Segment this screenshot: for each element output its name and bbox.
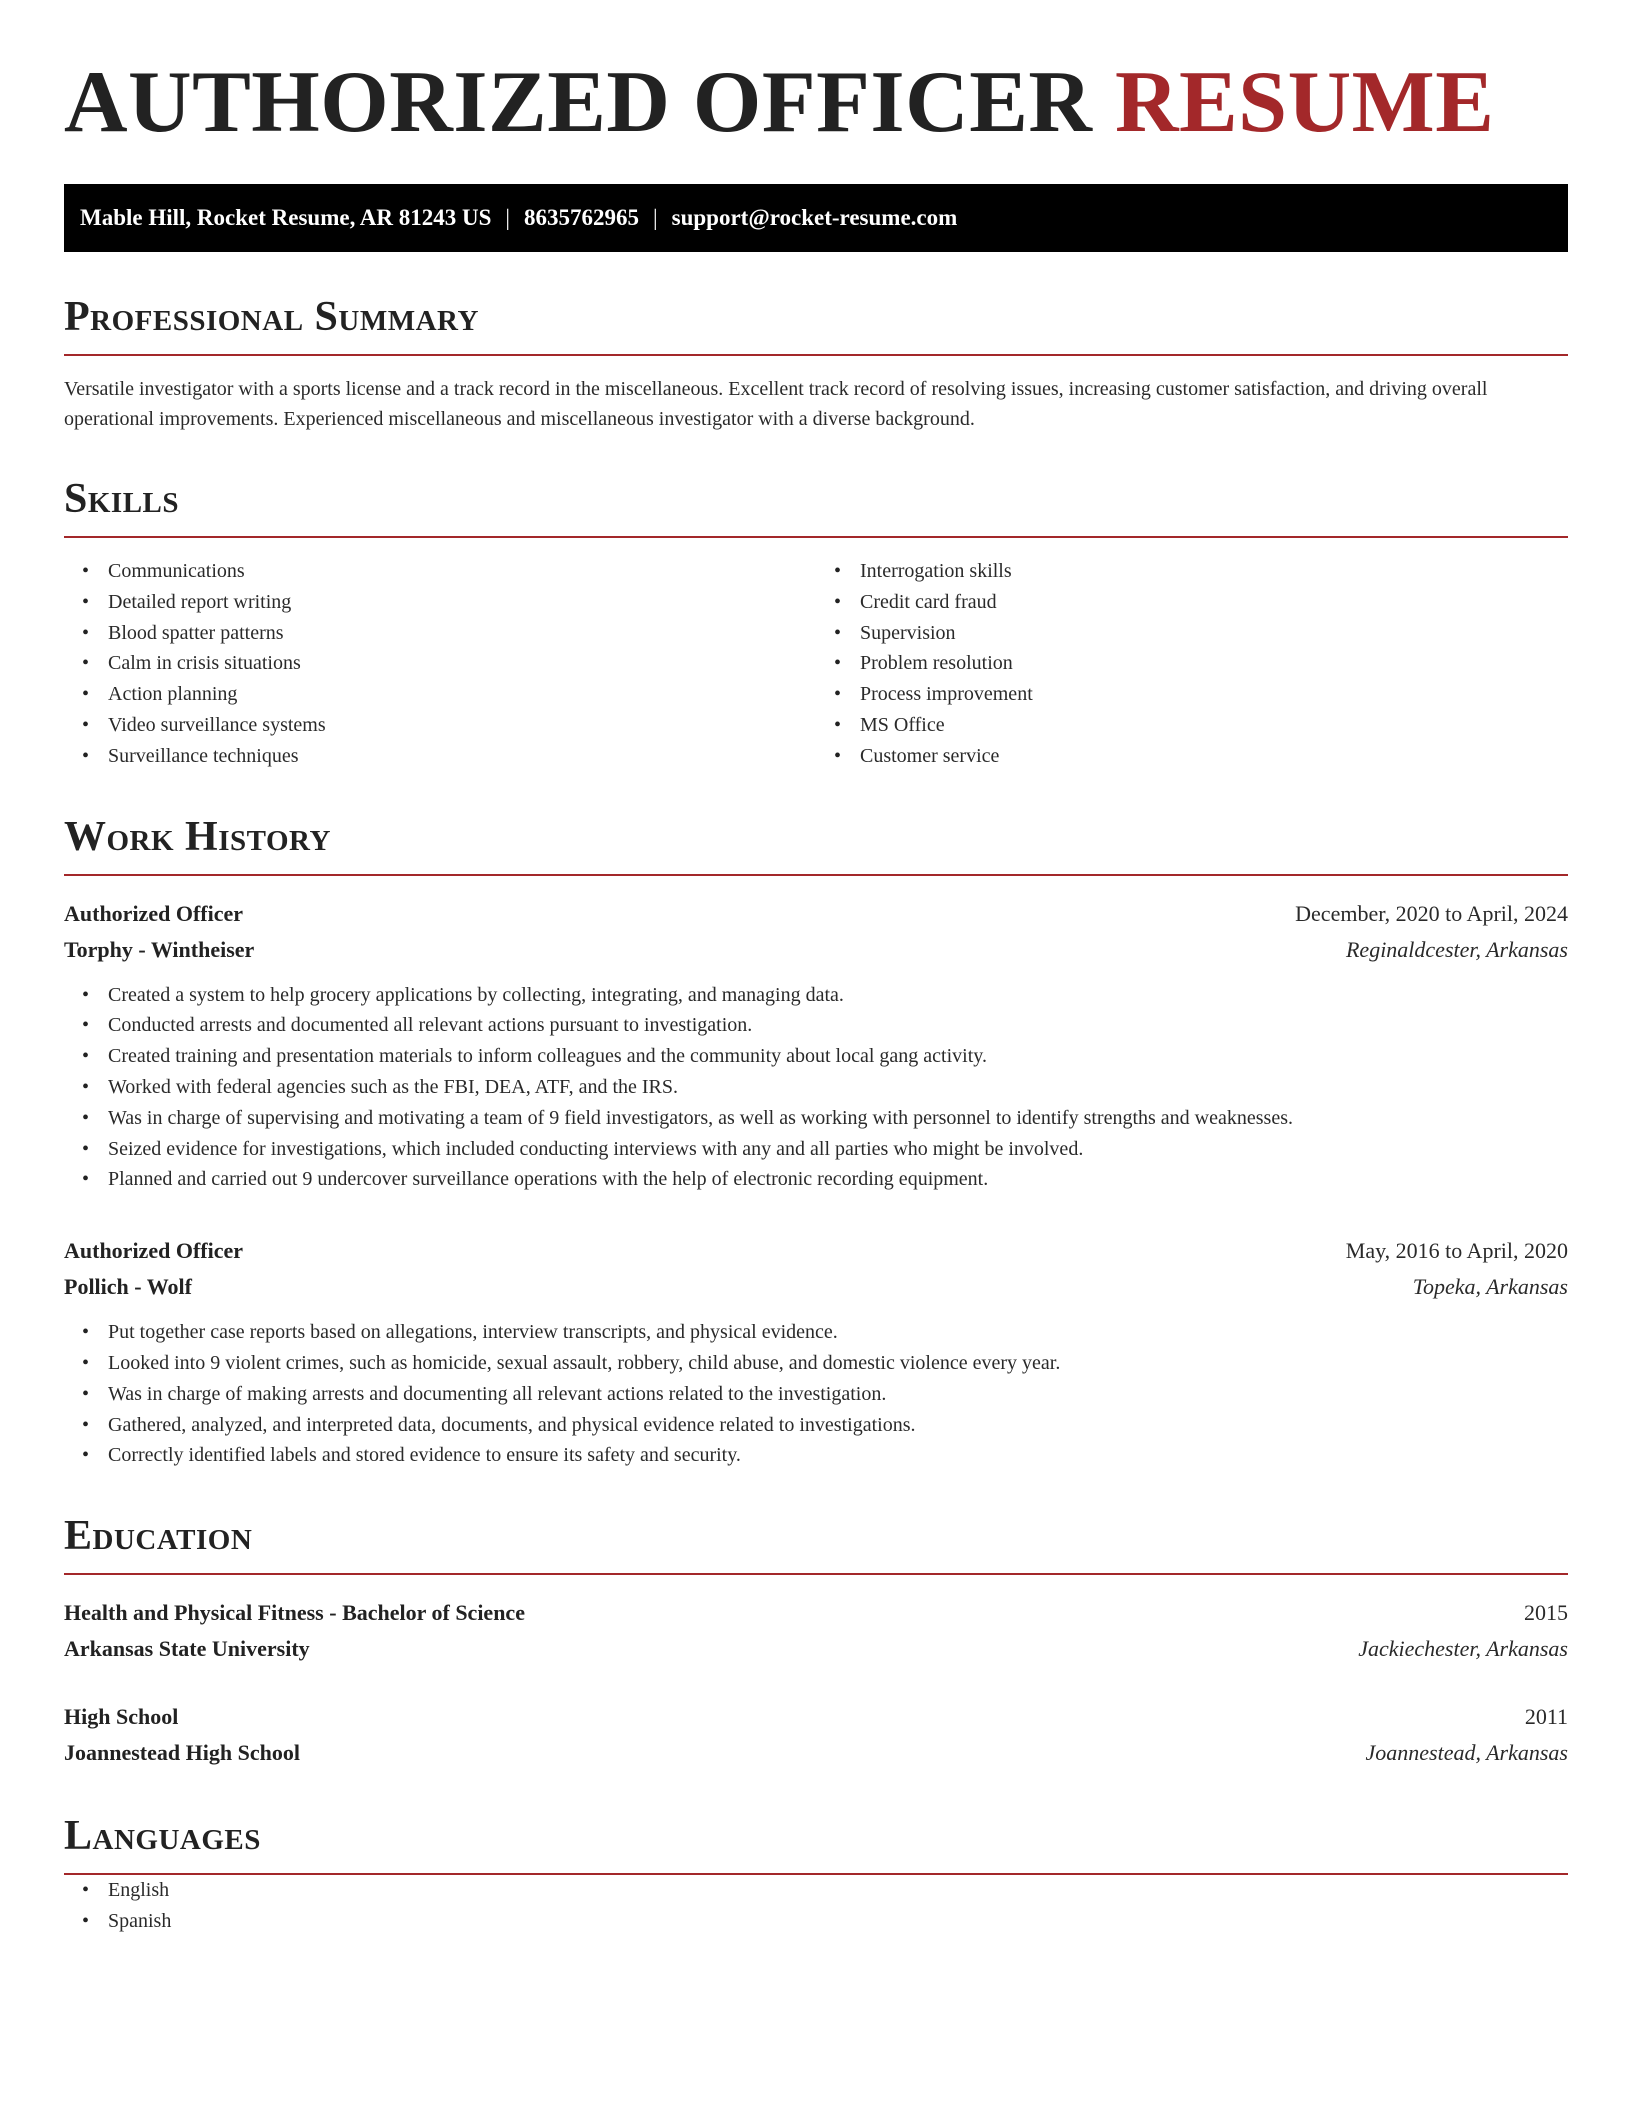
skill-item: • Process improvement: [860, 679, 1568, 710]
contact-address: Mable Hill, Rocket Resume, AR 81243 US: [80, 205, 492, 230]
job-duties: [64, 1317, 1568, 1471]
skill-item: • Credit card fraud: [860, 587, 1568, 618]
skill-item: • Video surveillance systems: [108, 710, 816, 741]
job-entry: [64, 1233, 1568, 1471]
skills-section: [64, 476, 1568, 772]
language-item: • English: [108, 1875, 1568, 1906]
summary-heading: Professional Summary: [64, 294, 1568, 356]
education-school: Joannestead High School: [64, 1740, 300, 1766]
education-degree: High School: [64, 1704, 179, 1730]
education-entry: [64, 1595, 1568, 1667]
title-main: AUTHORIZED OFFICER: [64, 54, 1093, 151]
skill-item: • Blood spatter patterns: [108, 618, 816, 649]
skill-item: • Calm in crisis situations: [108, 648, 816, 679]
work-history-section: [64, 814, 1568, 1472]
job-duty: • Planned and carried out 9 undercover surveillance operations with the help of electronic recording equipment.: [108, 1164, 1568, 1195]
language-item: • Spanish: [108, 1906, 1568, 1937]
job-duty: • Was in charge of making arrests and documenting all relevant actions related to the investigation.: [108, 1379, 1568, 1410]
contact-separator: |: [505, 205, 511, 230]
skill-item: • Customer service: [860, 741, 1568, 772]
job-duty: • Looked into 9 violent crimes, such as homicide, sexual assault, robbery, child abuse, and domestic violence every year.: [108, 1348, 1568, 1379]
summary-section: [64, 294, 1568, 434]
skill-item: • Surveillance techniques: [108, 741, 816, 772]
contact-phone: 8635762965: [524, 205, 640, 230]
languages-section: [64, 1813, 1568, 1937]
job-entry: [64, 896, 1568, 1196]
job-dates: December, 2020 to April, 2024: [1295, 900, 1568, 926]
skill-item: • Detailed report writing: [108, 587, 816, 618]
job-location: Topeka, Arkansas: [1412, 1274, 1568, 1300]
languages-heading: Languages: [64, 1813, 1568, 1875]
education-heading: Education: [64, 1513, 1568, 1575]
job-duty: • Put together case reports based on allegations, interview transcripts, and physical evidence.: [108, 1317, 1568, 1348]
education-school: Arkansas State University: [64, 1636, 310, 1662]
education-entry: [64, 1699, 1568, 1771]
job-duty: • Seized evidence for investigations, which included conducting interviews with any and all parties who might be involved.: [108, 1134, 1568, 1165]
skill-item: • Action planning: [108, 679, 816, 710]
contact-bar: [64, 184, 1568, 252]
skills-list-left: [64, 556, 816, 772]
job-company: Pollich - Wolf: [64, 1274, 192, 1300]
skills-grid: [64, 556, 1568, 772]
languages-list: [64, 1875, 1568, 1937]
job-duty: • Was in charge of supervising and motivating a team of 9 field investigators, as well as working with personnel to identify strengths and weaknesses.: [108, 1103, 1568, 1134]
education-degree: Health and Physical Fitness - Bachelor of Science: [64, 1600, 525, 1626]
skill-item: • Interrogation skills: [860, 556, 1568, 587]
summary-text: Versatile investigator with a sports license and a track record in the miscellaneous. Excellent track record of resolving issues, increasing customer satisfaction, and driving overall operational improvements. Experienced miscellaneous and miscellaneous investigator with a diverse background.: [64, 378, 1488, 430]
job-dates: May, 2016 to April, 2020: [1345, 1238, 1568, 1264]
job-duty: • Created training and presentation materials to inform colleagues and the community about local gang activity.: [108, 1041, 1568, 1072]
education-section: [64, 1513, 1568, 1771]
resume-title: [64, 52, 1568, 154]
contact-separator: |: [653, 205, 658, 230]
job-duty: • Correctly identified labels and stored evidence to ensure its safety and security.: [108, 1440, 1568, 1471]
education-year: 2015: [1524, 1600, 1568, 1626]
job-location: Reginaldcester, Arkansas: [1345, 936, 1568, 962]
job-duties: [64, 980, 1568, 1196]
skill-item: • MS Office: [860, 710, 1568, 741]
work-history-heading: Work History: [64, 814, 1568, 876]
skills-list-right: [816, 556, 1568, 772]
job-duty: • Created a system to help grocery applications by collecting, integrating, and managing data.: [108, 980, 1568, 1011]
job-duty: • Conducted arrests and documented all relevant actions pursuant to investigation.: [108, 1010, 1568, 1041]
education-location: Jackiechester, Arkansas: [1358, 1636, 1568, 1662]
job-duty: • Worked with federal agencies such as the FBI, DEA, ATF, and the IRS.: [108, 1072, 1568, 1103]
title-accent: RESUME: [1114, 54, 1495, 151]
job-title: Authorized Officer: [64, 1238, 243, 1264]
education-year: 2011: [1524, 1704, 1568, 1730]
skill-item: • Communications: [108, 556, 816, 587]
skill-item: • Problem resolution: [860, 648, 1568, 679]
contact-email: support@rocket-resume.com: [671, 205, 958, 230]
education-location: Joannestead, Arkansas: [1365, 1740, 1568, 1766]
skills-heading: Skills: [64, 476, 1568, 538]
skill-item: • Supervision: [860, 618, 1568, 649]
job-duty: • Gathered, analyzed, and interpreted data, documents, and physical evidence related to investigations.: [108, 1410, 1568, 1441]
job-company: Torphy - Wintheiser: [64, 936, 255, 962]
job-title: Authorized Officer: [64, 900, 243, 926]
